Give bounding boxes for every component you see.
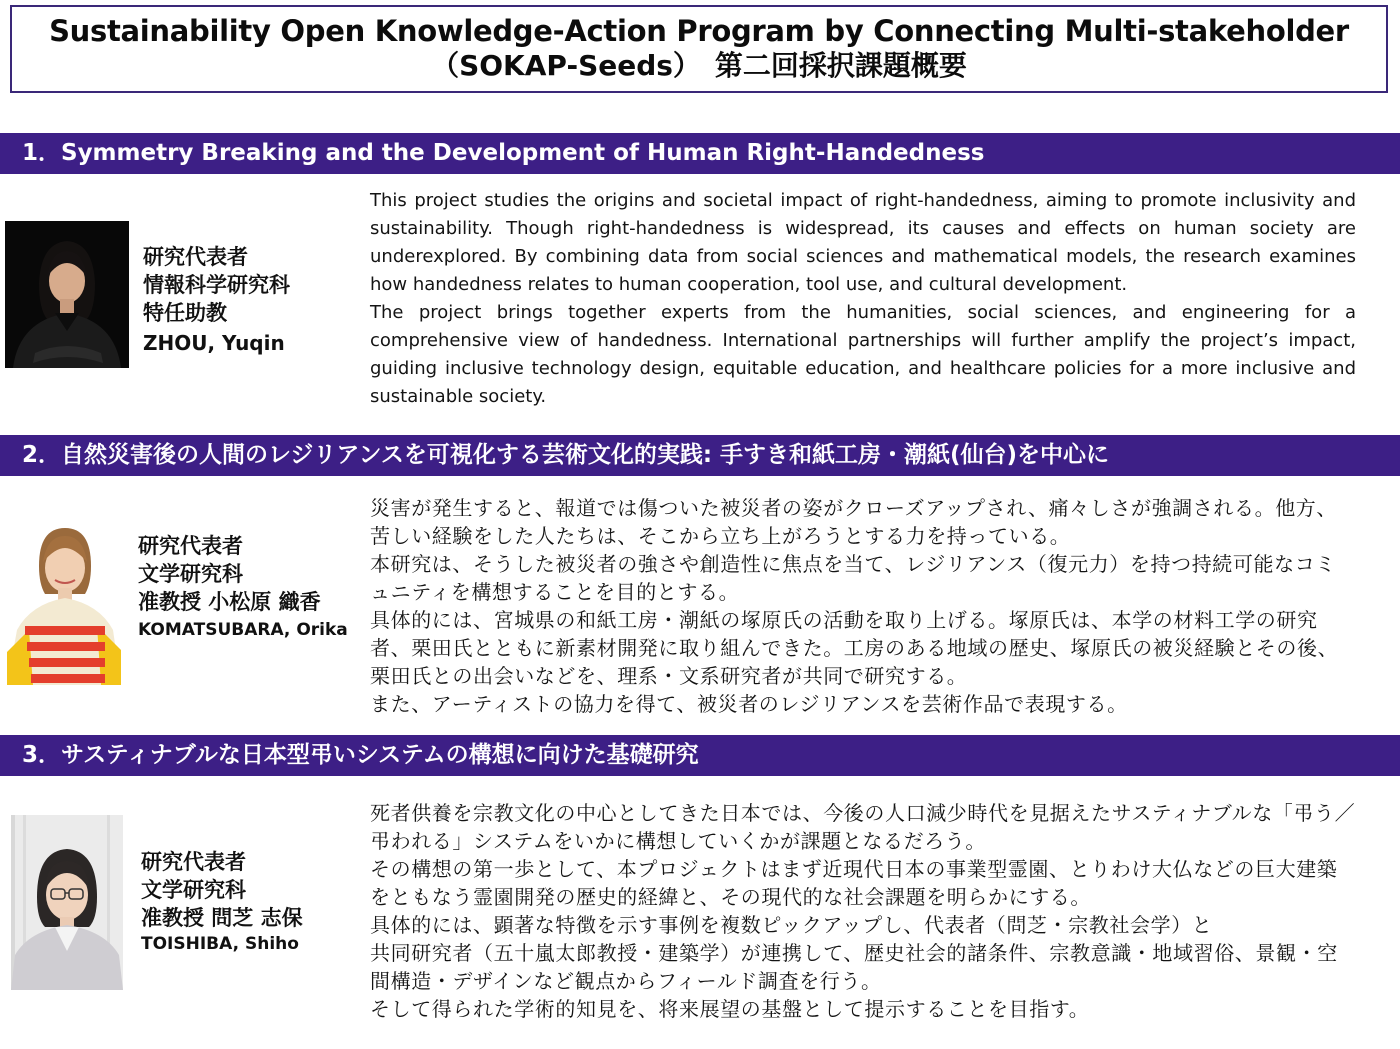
researcher-1-role: 研究代表者 [143,245,248,269]
researcher-1-info [143,243,290,357]
researcher-2-role: 研究代表者 [138,534,243,558]
person-portrait-icon [5,221,129,368]
description-paragraph: また、アーティストの協力を得て、被災者のレジリアンスを芸術作品で表現する。 [370,692,1128,716]
researcher-2-position: 准教授 小松原 織香 [138,590,321,614]
researcher-2-photo [5,522,123,685]
description-paragraph: そして得られた学術的知見を、将来展望の基盤として提示することを目指す。 [370,997,1090,1021]
description-paragraph: 共同研究者（五十嵐太郎教授・建築学）が連携して、歴史社会的諸条件、宗教意識・地域習俗、景観・空間構造・デザインなど観点からフィールド調査を行う。 [370,941,1338,993]
section-2-heading: 2．自然災害後の人間のレジリアンスを可視化する芸術文化的実践: 手すき和紙工房・潮紙(仙台)を中心に [0,435,1400,476]
researcher-3-role: 研究代表者 [141,850,246,874]
researcher-3-photo [11,815,123,990]
researcher-1-position: 特任助教 [143,301,227,325]
description-paragraph: 具体的には、宮城県の和紙工房・潮紙の塚原氏の活動を取り上げる。塚原氏は、本学の材料工学の研究者、栗田氏とともに新素材開発に取り組んできた。工房のある地域の歴史、塚原氏の被災経験とその後、栗田氏との出会いなどを、理系・文系研究者が共同で研究する。 [370,608,1339,688]
section-1-heading: 1．Symmetry Breaking and the Development of Human Right-Handedness [0,133,1400,174]
researcher-3-position: 准教授 問芝 志保 [141,906,303,930]
researcher-1-name: ZHOU, Yuqin [143,331,285,355]
description-paragraph: 具体的には、顕著な特徴を示す事例を複数ピックアップし、代表者（問芝・宗教社会学）と [370,913,1213,937]
description-paragraph: 災害が発生すると、報道では傷ついた被災者の姿がクローズアップされ、痛々しさが強調される。他方、苦しい経験をした人たちは、そこから立ち上がろうとする力を持っている。 [370,496,1337,548]
researcher-1-department: 情報科学研究科 [143,273,290,297]
researcher-3-name: TOISHIBA, Shiho [141,934,299,954]
researcher-2-department: 文学研究科 [138,562,243,586]
researcher-3-info [141,848,303,956]
title-box [10,5,1388,93]
person-portrait-icon [11,815,123,990]
section-1-description [370,187,1356,411]
researcher-2-info [138,532,348,642]
description-paragraph: 本研究は、そうした被災者の強さや創造性に焦点を当て、レジリアンス（復元力）を持つ持続可能なコミュニティを構想することを目的とする。 [370,552,1336,604]
section-3-description [370,799,1356,1023]
description-paragraph: This project studies the origins and societal impact of right-handedness, aiming to promote inclusivity and sustainability. Though right-handedness is widespread, its causes and effects on human society are underexplored. By combining data from social sciences and mathematical models, the research examines how handedness relates to human cooperation, tool use, and cultural development. [370,190,1356,295]
researcher-1-photo [5,221,129,368]
page-subtitle: （SOKAP-Seeds） 第二回採択課題概要 [431,49,967,82]
section-3-heading: 3．サスティナブルな日本型弔いシステムの構想に向けた基礎研究 [0,735,1400,776]
person-portrait-icon [5,522,123,685]
description-paragraph: その構想の第一歩として、本プロジェクトはまず近現代日本の事業型霊園、とりわけ大仏などの巨大建築をともなう霊園開発の歴史的経緯と、その現代的な社会課題を明らかにする。 [370,857,1338,909]
researcher-3-department: 文学研究科 [141,878,246,902]
description-paragraph: 死者供養を宗教文化の中心としてきた日本では、今後の人口減少時代を見据えたサスティナブルな「弔う／弔われる」システムをいかに構想していくかが課題となるだろう。 [370,801,1356,853]
page-title: Sustainability Open Knowledge-Action Program by Connecting Multi-stakeholder [49,14,1349,48]
section-2-description [370,494,1356,718]
researcher-2-name: KOMATSUBARA, Orika [138,620,348,640]
description-paragraph: The project brings together experts from the humanities, social sciences, and engineering for a comprehensive view of handedness. International partnerships will further amplify the project’s impact, guiding inclusive technology design, equitable education, and healthcare policies for a more inclusive and sustainable society. [370,302,1356,407]
